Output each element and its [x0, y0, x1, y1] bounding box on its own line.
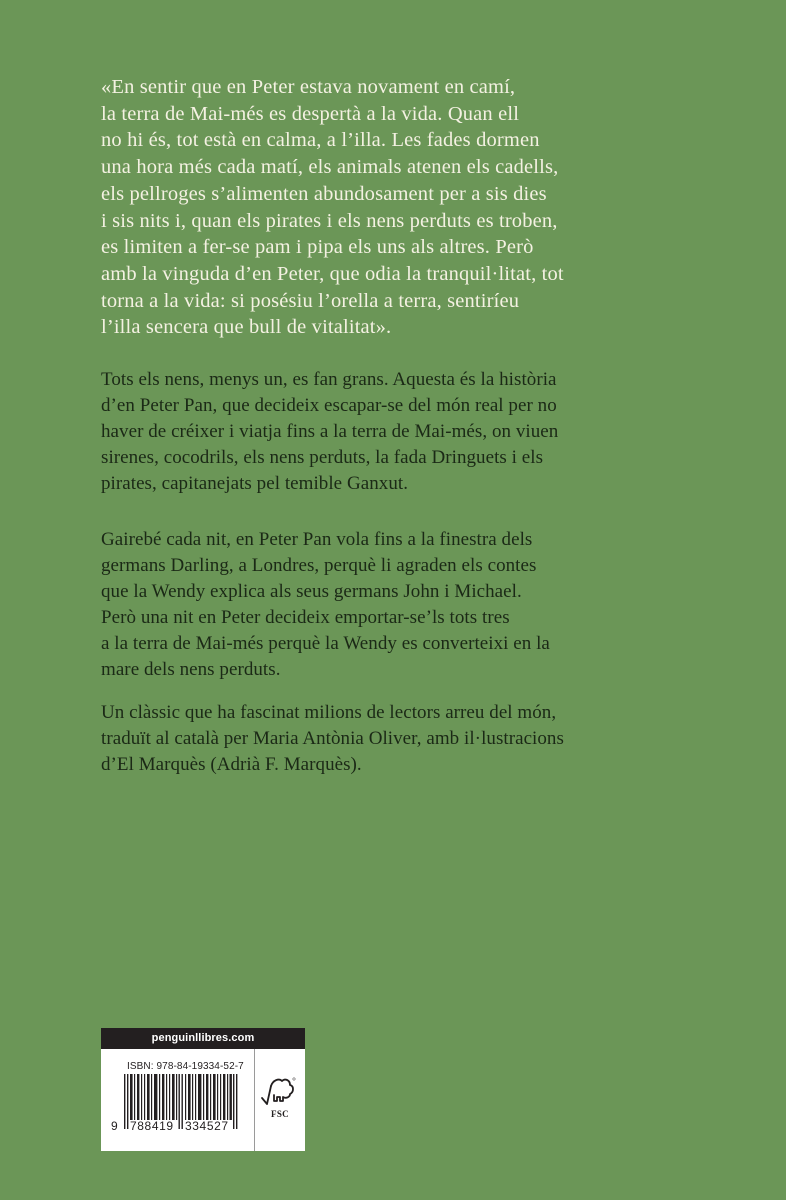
paragraph-line: haver de créixer i viatja fins a la terra de Mai-més, on viuen: [101, 421, 559, 442]
quote-line: una hora més cada matí, els animals atenen els cadells,: [101, 156, 559, 179]
barcode-divider: [254, 1049, 255, 1151]
blurb-quote: [101, 74, 701, 341]
publisher-website: penguinllibres.com: [101, 1028, 305, 1049]
fsc-label: FSC: [271, 1109, 289, 1119]
quote-line: no hi és, tot està en calma, a l’illa. Les fades dormen: [101, 129, 540, 152]
barcode-digits-left: 788419: [130, 1119, 174, 1133]
barcode-digits-right: 334527: [185, 1119, 229, 1133]
synopsis-paragraph-1: [101, 367, 701, 497]
quote-line: i sis nits i, quan els pirates i els nens perduts es troben,: [101, 209, 558, 232]
quote-line: l’illa sencera que bull de vitalitat».: [101, 316, 392, 339]
fsc-tree-icon: [259, 1076, 299, 1110]
paragraph-line: Tots els nens, menys un, es fan grans. Aquesta és la història: [101, 369, 557, 390]
paragraph-line: sirenes, cocodrils, els nens perduts, la fada Dringuets i els: [101, 447, 544, 468]
quote-line: els pellroges s’alimenten abundosament per a sis dies: [101, 182, 547, 205]
isbn-label: ISBN: 978-84-19334-52-7: [127, 1061, 244, 1072]
synopsis-paragraph-2: [101, 527, 701, 683]
paragraph-line: que la Wendy explica als seus germans John i Michael.: [101, 581, 522, 602]
paragraph-line: traduït al català per Maria Antònia Oliver, amb il·lustracions: [101, 728, 564, 749]
quote-line: es limiten a fer-se pam i pipa els uns als altres. Però: [101, 236, 534, 259]
paragraph-line: d’en Peter Pan, que decideix escapar-se del món real per no: [101, 395, 557, 416]
paragraph-line: Però una nit en Peter decideix emportar-se’ls tots tres: [101, 607, 510, 628]
paragraph-line: d’El Marquès (Adrià F. Marquès).: [101, 754, 362, 775]
quote-line: «En sentir que en Peter estava novament en camí,: [101, 76, 516, 98]
barcode-first-digit: 9: [111, 1119, 118, 1133]
quote-line: la terra de Mai-més es despertà a la vida. Quan ell: [101, 102, 520, 125]
paragraph-line: pirates, capitanejats pel temible Ganxut.: [101, 473, 408, 494]
paragraph-line: a la terra de Mai-més perquè la Wendy es converteixi en la: [101, 633, 550, 654]
quote-line: amb la vinguda d’en Peter, que odia la tranquil·litat, tot: [101, 262, 564, 285]
synopsis-paragraph-3: [101, 700, 701, 778]
paragraph-line: Un clàssic que ha fascinat milions de lectors arreu del món,: [101, 702, 557, 723]
barcode-icon: [101, 1073, 254, 1135]
barcode-box: [101, 1028, 305, 1151]
paragraph-line: germans Darling, a Londres, perquè li agraden els contes: [101, 555, 537, 576]
paragraph-line: mare dels nens perduts.: [101, 659, 281, 680]
paragraph-line: Gairebé cada nit, en Peter Pan vola fins a la finestra dels: [101, 529, 533, 550]
quote-line: torna a la vida: si posésiu l’orella a terra, sentiríeu: [101, 289, 520, 312]
